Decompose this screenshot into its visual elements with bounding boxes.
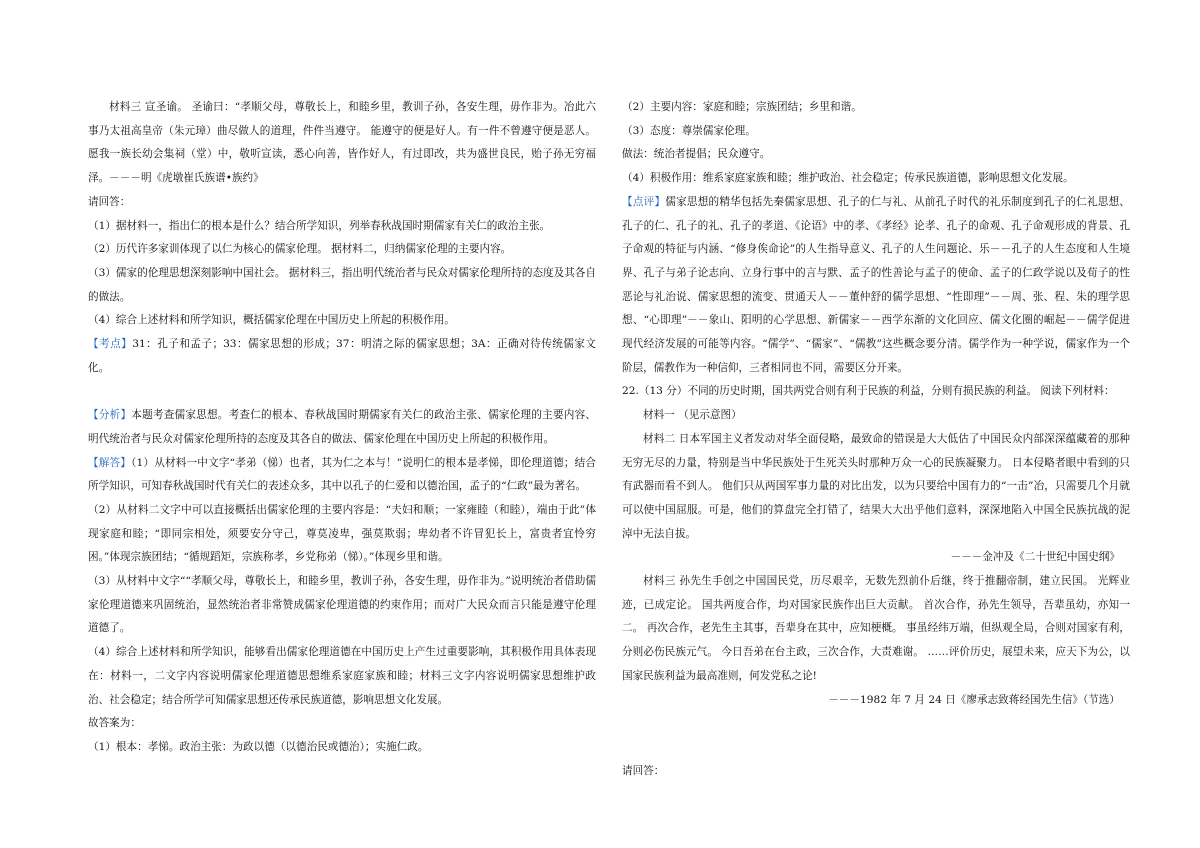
question-2: （2）历代许多家训体现了以仁为核心的儒家伦理。 据材料二，归纳儒家伦理的主要内容。	[88, 243, 512, 256]
answer-1: （1）根本：孝悌。政治主张：为政以德（以德治民或德治）；实施仁政。	[88, 740, 429, 753]
dianping-paragraph	[622, 191, 1130, 381]
jieda-paragraph-4: （4）综合上述材料和所学知识，能够看出儒家伦理道德在中国历史上产生过重要影响，其积极作用具体表现在：材料一，二文字内容说明儒家伦理道德思想维系家庭家族和睦；材料三文字内容说明儒家思想维护政治、社会稳定；结合所学可知儒家思想还传承民族道德，影响思想文化发展。	[88, 646, 596, 706]
dianping-text: 儒家思想的精华包括先秦儒家思想、孔子的仁与礼、从前孔子时代的礼乐制度到孔子的仁礼思想、孔子的仁、孔子的礼、孔子的孝道、《论语》中的孝、《孝经》论孝、孔子的命观、孔子命观形成的背景、孔子命观的特征与内涵、“修身俟命论”的人生指导意义、孔子的人生问题论、乐－－孔子的人生态度和人生境界、孔子与弟子论志向、立身行事中的言与默、孟子的性善论与孟子的使命、孟子的仁政学说以及荀子的性恶论与礼治说、儒家思想的流变、贯通天人－－董仲舒的儒学思想、“性即理”－－周、张、程、朱的理学思想、“心即理”－－象山、阳明的心学思想、新儒家－－西学东渐的文化回应、儒文化圈的崛起－－儒学促进现代经济发展的可能等内容。“儒学”、“儒家”、“儒教”这些概念要分清。儒学作为一种学说，儒家作为一个阶层，儒教作为一种信仰，三者相同也不同，需要区分开来。	[622, 195, 1131, 374]
material-3-text: 材料三 孙先生手创之中国国民党，历尽艰辛，无数先烈前仆后继，终于推翻帝制，建立民国。 光辉业迹，已成定论。 国共两度合作，均对国家民族作出巨大贡献。 首次合作，孙先生领导，吾辈虽幼，亦知一二。 再次合作，老先生主其事，吾辈身在其中，应知梗概。 事虽经纬万端，但纵观全局，合则对国家有利，分则必伤民族元气。 今日吾弟在台主政，三次合作，大责难谢。 ……评价历史，展望未来，应天下为公，以国家民族利益为最高准则，何发党私之论!	[622, 575, 1130, 682]
kaodian-tag: 【考点】	[88, 338, 133, 351]
answer-3-practice: 做法：统治者提倡；民众遵守。	[622, 148, 771, 161]
kaodian-paragraph	[88, 333, 596, 380]
answer-4: （4）积极作用：维系家庭家族和睦；维护政治、社会稳定；传承民族道德，影响思想文化发展。	[622, 172, 1074, 185]
answer-2: （2）主要内容：家庭和睦；宗族团结；乡里和谐。	[622, 101, 862, 113]
answer-intro: 故答案为：	[88, 717, 141, 730]
left-column	[88, 96, 596, 760]
ask-label-right: 请回答：	[622, 764, 665, 777]
material-1-text: 材料一 （见示意图）	[643, 409, 742, 422]
jieda-text-1: （1）从材料一中文字“孝弟（悌）也者，其为仁之本与！”说明仁的根本是孝悌，即伦理道德；结合所学知识，可知春秋战国时代有关仁的表述众多，其中以孔子的仁爱和以德治国，孟子的“仁政”最为著名。	[88, 456, 596, 493]
kaodian-text: 31：孔子和孟子；33：儒家思想的形成；37：明清之际的儒家思想；3A：正确对待传统儒家文化。	[88, 338, 597, 374]
question-22: 22.（13 分）不同的历史时期，国共两党合则有利于民族的利益，分则有损民族的利益。 阅读下列材料：	[622, 385, 1115, 398]
ask-label: 请回答：	[88, 195, 131, 208]
jieda-paragraph-1	[88, 452, 596, 499]
dianping-tag: 【点评】	[622, 195, 666, 208]
answer-3-attitude: （3）态度：尊崇儒家伦理。	[622, 124, 756, 137]
fenxi-paragraph	[88, 404, 596, 451]
material-2-source: －－－金冲及《二十世纪中国史纲》	[950, 551, 1120, 564]
material-2-text: 材料二 日本军国主义者发动对华全面侵略，最致命的错误是大大低估了中国民众内部深深蕴藏着的那种无穷无尽的力量，特别是当中华民族处于生死关头时那种万众一心的民族凝聚力。 日本侵略者眼中看到的只有武器而看不到人。 他们只从两国军事力量的对比出发，以为只要给中国有力的“一击”冶，只需要几个月就可以使中国屈服。可是，他们的算盘完全打错了，结果大大出乎他们意料，深深地陷入中国全民族抗战的泥淖中无法自拔。	[622, 432, 1130, 540]
question-4: （4）综合上述材料和所学知识，概括儒家伦理在中国历史上所起的积极作用。	[88, 314, 455, 327]
jieda-tag: 【解答】	[88, 456, 132, 469]
fenxi-text: 本题考查儒家思想。考查仁的根本、春秋战国时期儒家有关仁的政治主张、儒家伦理的主要内容、明代统治者与民众对儒家伦理所持的态度及其各自的做法、儒家伦理在中国历史上所起的积极作用。	[88, 409, 597, 445]
question-1: （1）据材料一，指出仁的根本是什么？结合所学知识，列举春秋战国时期儒家有关仁的政治主张。	[88, 219, 551, 232]
jieda-paragraph-2: （2）从材料二文字中可以直接概括出儒家伦理的主要内容是：“夫妇和顺；一家雍睦（和睦），端由于此”体现家庭和睦；“即同宗相处，须要安分守己，尊莫凌卑，强莫欺弱；卑幼者不许冒犯长上，富贵者宜怜穷困。”体现宗族团结；“循规蹈矩，宗族称孝，乡党称弟（悌）。”体现乡里和谐。	[88, 503, 596, 564]
right-column	[622, 96, 1130, 783]
fenxi-tag: 【分析】	[88, 409, 132, 422]
material-3-text: 材料三 宣圣谕。 圣谕曰：“孝顺父母，尊敬长上，和睦乡里，教训子孙，各安生理，毋作非为。冶此六事乃太祖高皇帝（朱元璋）曲尽做人的道理，件件当遵守。 能遵守的便是好人。有一件不曾遵守便是恶人。 愿我一族长幼会集祠（堂）中，敬听宣读，悉心向善，皆作好人，有过即改，共为盛世良民，贻子孙无穷福泽。－－－明《虎墩崔氏族谱•族约》	[88, 101, 596, 185]
jieda-paragraph-3: （3）从材料中文字““孝顺父母，尊敬长上，和睦乡里，教训子孙，各安生理，毋作非为。”说明统治者借助儒家伦理道德来巩固统治，显然统治者非常赞成儒家伦理道德的约束作用；而对广大民众而言只能是遵守伦理道德了。	[88, 575, 596, 635]
material-3-source: －－－1982 年 7 月 24 日《廖承志致蒋经国先生信》（节选）	[828, 693, 1120, 706]
question-3: （3）儒家的伦理思想深刻影响中国社会。 据材料三，指出明代统治者与民众对儒家伦理所持的态度及其各自的做法。	[88, 266, 597, 303]
